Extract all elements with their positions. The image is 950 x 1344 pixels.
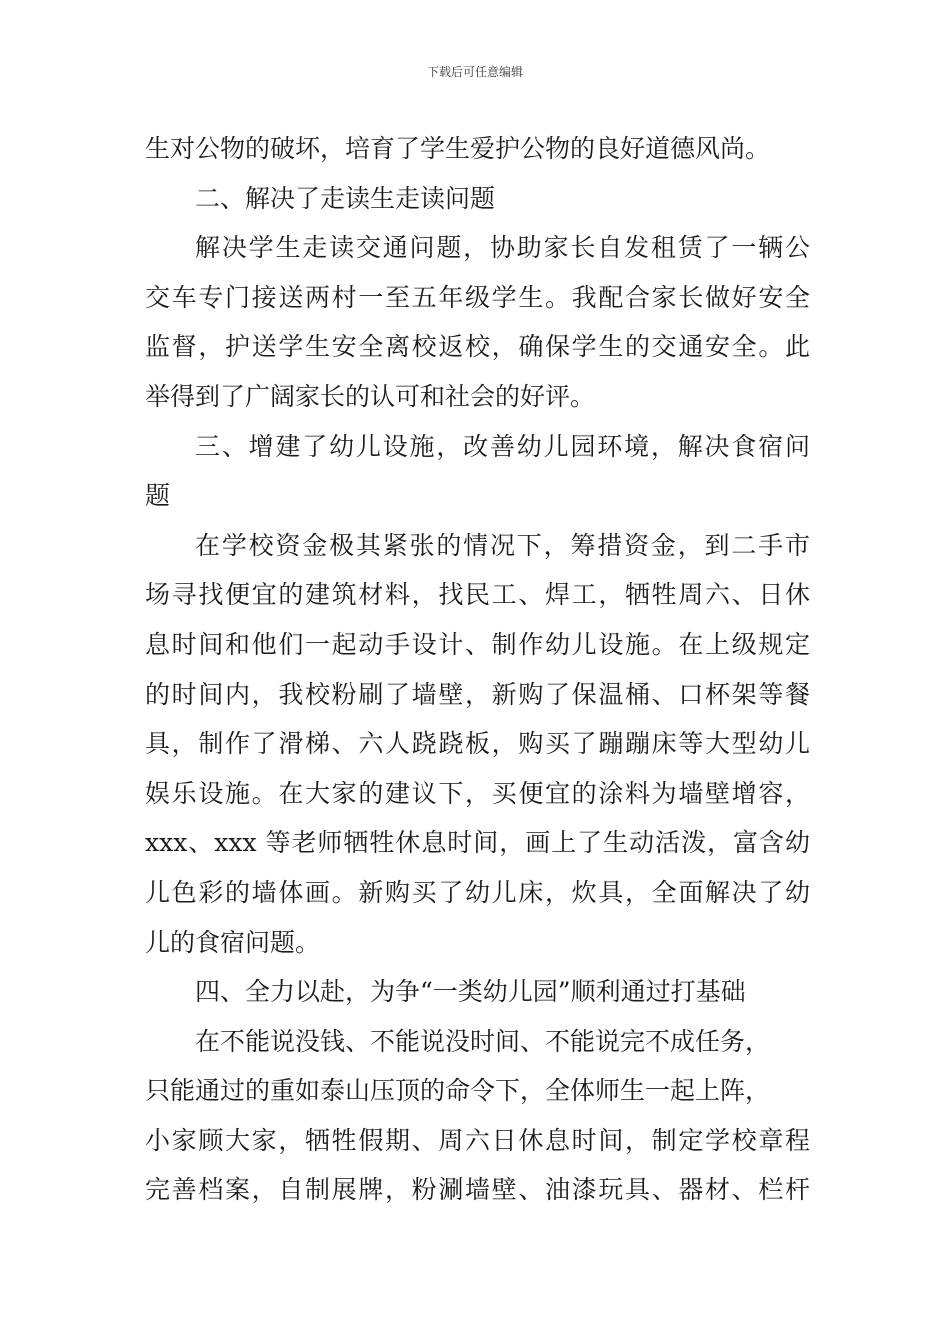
section-heading-3: 三、增建了幼儿设施，改善幼儿园环境，解决食宿问 [195, 431, 810, 461]
text-line: 交车专门接送两村一至五年级学生。我配合家长做好安全 [145, 282, 810, 312]
text-line: 儿色彩的墙体画。新购买了幼儿床，炊具，全面解决了幼 [145, 877, 810, 907]
text-line: 解决学生走读交通问题，协助家长自发租赁了一辆公 [195, 233, 810, 263]
text-line: 举得到了广阔家长的认可和社会的好评。 [145, 381, 596, 411]
text-line: 息时间和他们一起动手设计、制作幼儿设施。在上级规定 [145, 629, 810, 659]
text-line: xxx、xxx 等老师牺牲休息时间，画上了生动活泼，富含幼 [145, 828, 810, 858]
document-body [145, 124, 810, 1215]
text-line: 生对公物的破坏，培育了学生爱护公物的良好道德风尚。 [145, 134, 771, 163]
section-heading-4: 四、全力以赴，为争“一类幼儿园”顺利通过打基础 [195, 977, 746, 1007]
text-line: 监督，护送学生安全离校返校，确保学生的交通安全。此 [145, 332, 810, 362]
text-line: 具，制作了滑梯、六人跷跷板，购买了蹦蹦床等大型幼儿 [145, 729, 810, 759]
text-line: 小家顾大家，牺牲假期、周六日休息时间，制定学校章程 [145, 1125, 810, 1155]
text-line: 场寻找便宜的建筑材料，找民工、焊工，牺牲周六、日休 [145, 580, 810, 610]
text-line: 在学校资金极其紧张的情况下，筹措资金，到二手市 [195, 530, 810, 560]
text-line: 的时间内，我校粉刷了墙壁，新购了保温桶、口杯架等餐 [145, 679, 810, 709]
section-heading-2: 二、解决了走读生走读问题 [195, 183, 496, 213]
text-line: 儿的食宿问题。 [145, 927, 321, 957]
text-line: 只能通过的重如泰山压顶的命令下，全体师生一起上阵， [145, 1076, 771, 1106]
section-heading-3-cont: 题 [145, 481, 171, 511]
page-header: 下载后可任意编辑 [426, 65, 523, 79]
text-line: 完善档案，自制展牌，粉涮墙壁、油漆玩具、器材、栏杆 [145, 1175, 810, 1205]
text-line: 娱乐设施。在大家的建议下，买便宜的涂料为墙壁增容， [145, 778, 810, 808]
text-line: 在不能说没钱、不能说没时间、不能说完不成任务， [195, 1026, 771, 1056]
